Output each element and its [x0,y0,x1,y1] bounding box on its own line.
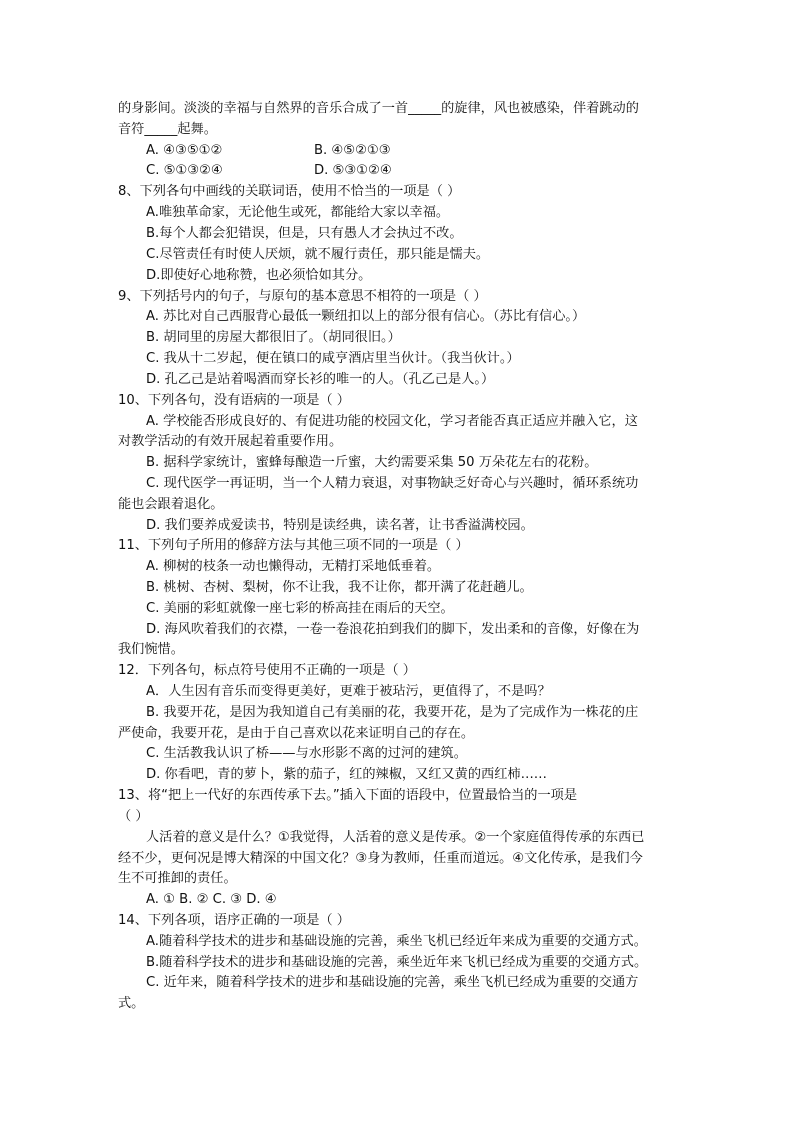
q11-option-d-line1: D. 海风吹着我们的衣襟，一卷一卷浪花拍到我们的脚下，发出柔和的音像，好像在为 [146,622,640,637]
q12-option-d: D. 你看吧，青的萝卜，紫的茄子，红的辣椒，又红又黄的西红柿…… [146,767,547,782]
q12-option-a: A．人生因有音乐而变得更美好，更难于被玷污，更值得了，不是吗？ [146,684,551,699]
q13-passage-line1: 人活着的意义是什么？①我觉得，人活着的意义是传承。②一个家庭值得传承的东西已 [146,830,645,845]
q8-option-a: A.唯独革命家，无论他生或死，都能给大家以幸福。 [146,205,450,220]
q10-stem: 10、下列各句，没有语病的一项是（ ） [118,393,350,408]
q7-option-c: C. ⑤①③②④ [146,163,223,178]
q13-passage-line2: 经不少，更何况是博大精深的中国文化？③身为教师，任重而道远。④文化传承，是我们今 [118,851,643,866]
q10-option-b: B. 据科学家统计，蜜蜂每酿造一斤蜜，大约需要采集 50 万朵花左右的花粉。 [146,455,598,470]
q8-option-d: D.即使好心地称赞，也必须恰如其分。 [146,268,372,283]
q14-option-c-line2: 式。 [118,996,145,1011]
q9-stem: 9、下列括号内的句子，与原句的基本意思不相符的一项是（ ） [118,289,487,304]
q7-options-row-1 [146,141,706,161]
q12-option-c: C. 生活教我认识了桥——与水形影不离的过河的建筑。 [146,746,467,761]
q11-stem: 11、下列句子所用的修辞方法与其他三项不同的一项是（ ） [118,538,469,553]
q8-option-b: B.每个人都会犯错误，但是，只有愚人才会执过不改。 [146,226,463,241]
q12-option-b-line1: B. 我要开花，是因为我知道自己有美丽的花，我要开花，是为了完成作为一株花的庄 [146,705,639,720]
q12-stem: 12．下列各句，标点符号使用不正确的一项是（ ） [118,663,416,678]
q14-option-b: B.随着科学技术的进步和基础设施的完善，乘坐近年来飞机已经成为重要的交通方式。 [146,955,648,970]
q10-option-a-line2: 对教学活动的有效开展起着重要作用。 [118,434,343,449]
q7-option-d: D. ⑤③①②④ [314,163,392,178]
q9-option-a: A. 苏比对自己西服背心最低一颗纽扣以上的部分很有信心。（苏比有信心。） [146,309,586,324]
q7-option-a: A. ④③⑤①② [146,143,223,158]
q8-option-c: C.尽管责任有时使人厌烦，就不履行责任，那只能是懦夫。 [146,247,490,262]
q11-option-a: A. 柳树的枝条一动也懒得动，无精打采地低垂着。 [146,559,441,574]
q8-stem: 8、下列各句中画线的关联词语，使用不恰当的一项是（ ） [118,184,461,199]
q11-option-c: C. 美丽的彩虹就像一座七彩的桥高挂在雨后的天空。 [146,601,454,616]
q14-stem: 14、下列各项，语序正确的一项是（ ） [118,913,350,928]
q13-passage-line3: 生不可推卸的责任。 [118,871,237,886]
q10-option-c-line1: C. 现代医学一再证明，当一个人精力衰退，对事物缺乏好奇心与兴趣时，循环系统功 [146,476,639,491]
passage-line-2: 音符_____起舞。 [118,122,217,137]
passage-line-1: 的身影间。淡淡的幸福与自然界的音乐合成了一首_____的旋律，风也被感染，伴着跳动的 [118,101,639,116]
q12-option-b-line2: 严使命，我要开花，是由于自己喜欢以花来证明自己的存在。 [118,726,475,741]
q10-option-d: D. 我们要养成爱读书，特别是读经典，读名著，让书香溢满校园。 [146,518,534,533]
q13-options: A. ① B. ② C. ③ D. ④ [146,892,277,907]
q13-stem-line2: （ ） [118,809,149,824]
q14-option-c-line1: C. 近年来，随着科学技术的进步和基础设施的完善，乘坐飞机已经成为重要的交通方 [146,975,639,990]
q10-option-a-line1: A. 学校能否形成良好的、有促进功能的校园文化，学习者能否真正适应并融入它，这 [146,414,638,429]
q10-option-c-line2: 能也会跟着退化。 [118,497,224,512]
q9-option-d: D. 孔乙己是站着喝酒而穿长衫的唯一的人。（孔乙己是人。） [146,372,495,387]
q9-option-c: C. 我从十二岁起，便在镇口的咸亨酒店里当伙计。（我当伙计。） [146,351,520,366]
q14-option-a: A.随着科学技术的进步和基础设施的完善，乘坐飞机已经近年来成为重要的交通方式。 [146,934,647,949]
q7-option-b: B. ④⑤②①③ [314,143,391,158]
q11-option-b: B. 桃树、杏树、梨树，你不让我，我不让你，都开满了花赶趟儿。 [146,580,533,595]
q13-stem-line1: 13、将“把上一代好的东西传承下去。”插入下面的语段中，位置最恰当的一项是 [118,788,578,803]
q11-option-d-line2: 我们惋惜。 [118,642,184,657]
q7-options-row-2 [146,161,706,181]
q9-option-b: B. 胡同里的房屋大都很旧了。（胡同很旧。） [146,330,401,345]
